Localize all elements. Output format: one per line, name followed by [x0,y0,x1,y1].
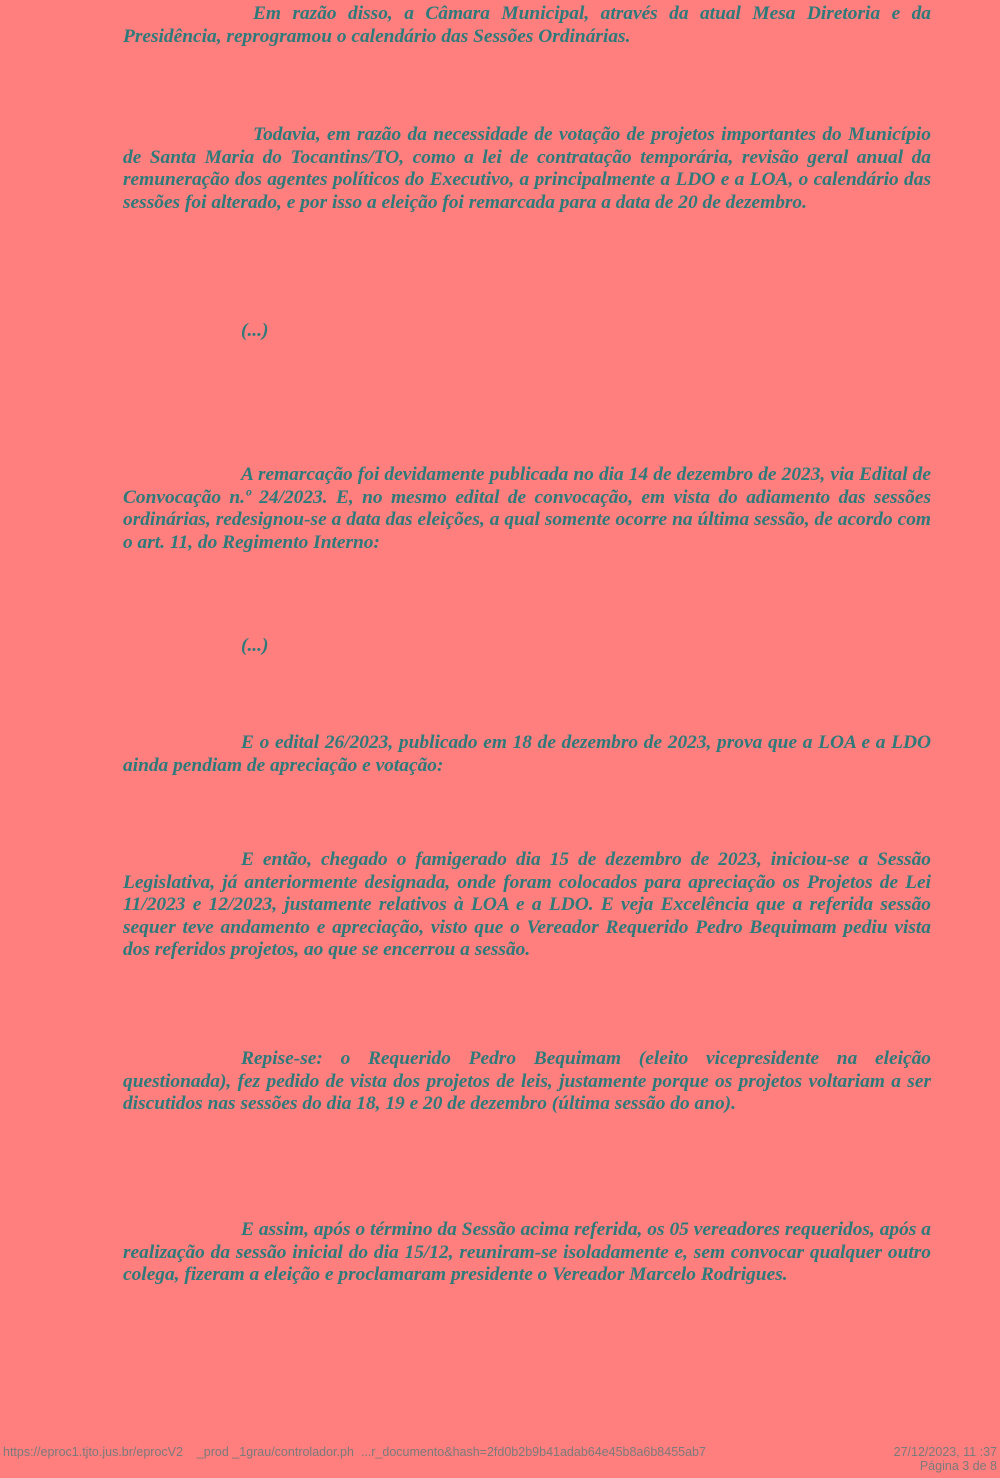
paragraph-reprogramming: Em razão disso, a Câmara Municipal, através da atual Mesa Diretoria e da Presidência, reprogramou o calendário das Sessões Ordinárias. [123,3,931,47]
paragraph-isolated-election: E assim, após o término da Sessão acima referida, os 05 vereadores requeridos, após a realização da sessão inicial do dia 15/12, reuniram-se isoladamente e, sem convocar qualquer outro colega, fizeram a eleição e proclamaram presidente o Vereador Marcelo Rodrigues. [123,1219,931,1286]
paragraph-calendar-change: Todavia, em razão da necessidade de votação de projetos importantes do Município de Santa Maria do Tocantins/TO, como a lei de contratação temporária, revisão geral anual da remuneração dos agentes políticos do Executivo, a principalmente a LDO e a LOA, o calendário das sessões foi alterado, e por isso a eleição foi remarcada para a data de 20 de dezembro. [123,124,931,213]
ellipsis-omission-1: (...) [241,320,269,341]
paragraph-request-view: Repise-se: o Requerido Pedro Bequimam (eleito vicepresidente na eleição questionada), fez pedido de vista dos projetos de leis, justamente porque os projetos voltariam a ser discutidos nas sessões do dia 18, 19 e 20 de dezembro (última sessão do ano). [123,1048,931,1115]
footer-page-number: Página 3 de 8 [919,1459,997,1473]
paragraph-edital-26: E o edital 26/2023, publicado em 18 de dezembro de 2023, prova que a LOA e a LDO ainda pendiam de apreciação e votação: [123,732,931,776]
paragraph-legislative-session: E então, chegado o famigerado dia 15 de dezembro de 2023, iniciou-se a Sessão Legislativa, já anteriormente designada, onde foram colocados para apreciação os Projetos de Lei 11/2023 e 12/2023, justamente relativos à LOA e a LDO. E veja Excelência que a referida sessão sequer teve andamento e apreciação, visto que o Vereador Requerido Pedro Bequimam pediu vista dos referidos projetos, ao que se encerrou a sessão. [123,849,931,961]
paragraph-edital-24: A remarcação foi devidamente publicada no dia 14 de dezembro de 2023, via Edital de Convocação n.º 24/2023. E, no mesmo edital de convocação, em vista do adiamento das sessões ordinárias, redesignou-se a data das eleições, a qual somente ocorre na última sessão, de acordo com o art. 11, do Regimento Interno: [123,464,931,553]
footer-url: https://eproc1.tjto.jus.br/eprocV2 _prod _1grau/controlador.ph ...r_documento&hash=2fd0b2b9b41adab64e45b8a6b8455ab7 [3,1445,706,1459]
footer-datetime: 27/12/2023, 11 :37 [893,1445,997,1459]
ellipsis-omission-2: (...) [241,635,269,656]
footer-meta [894,1445,997,1473]
